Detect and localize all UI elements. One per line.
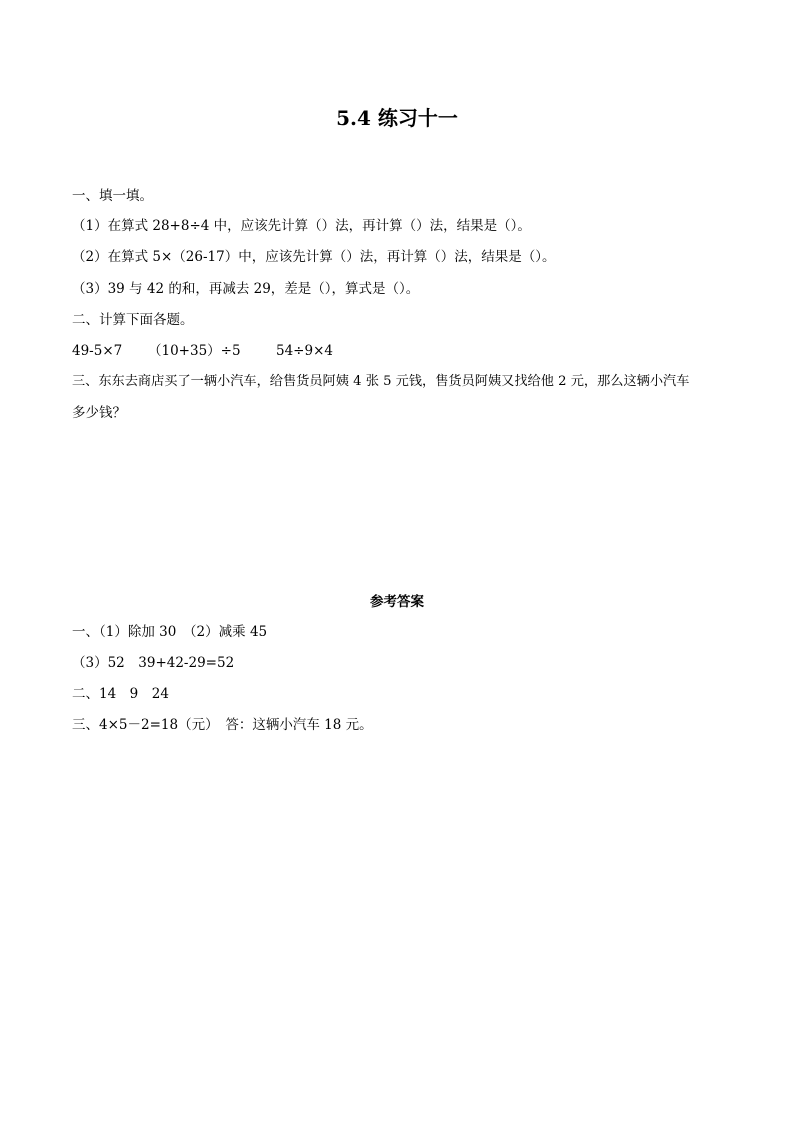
- question-3-line1: 三、东东去商店买了一辆小汽车，给售货员阿姨 4 张 5 元钱，售货员阿姨又找给他 2 元，那么这辆小汽车: [72, 374, 690, 389]
- section2-heading: 二、计算下面各题。: [72, 312, 194, 328]
- question-1-2: （2）在算式 5×（26-17）中，应该先计算（）法，再计算（）法，结果是（）。: [72, 249, 556, 265]
- calc-item: （10+35）÷5: [148, 343, 241, 359]
- question-3-line2: 多少钱？: [72, 405, 126, 421]
- answer-line-3: 二、14 9 24: [72, 686, 169, 702]
- page-title: 5.4 练习十一: [336, 106, 458, 130]
- answer-line-1: 一、（1）除加 30 （2）减乘 45: [72, 624, 268, 640]
- answer-line-4: 三、4×5－2=18（元） 答：这辆小汽车 18 元。: [72, 717, 373, 733]
- answers-heading: 参考答案: [370, 594, 424, 610]
- calc-item: 54÷9×4: [276, 343, 333, 359]
- answer-line-2: （3）52 39+42-29=52: [72, 655, 235, 671]
- question-1-1: （1）在算式 28+8÷4 中，应该先计算（）法，再计算（）法，结果是（）。: [72, 218, 531, 234]
- calc-item: 49-5×7: [72, 343, 123, 359]
- question-1-3: （3）39 与 42 的和，再减去 29，差是（），算式是（）。: [72, 281, 420, 297]
- section1-heading: 一、填一填。: [72, 188, 153, 204]
